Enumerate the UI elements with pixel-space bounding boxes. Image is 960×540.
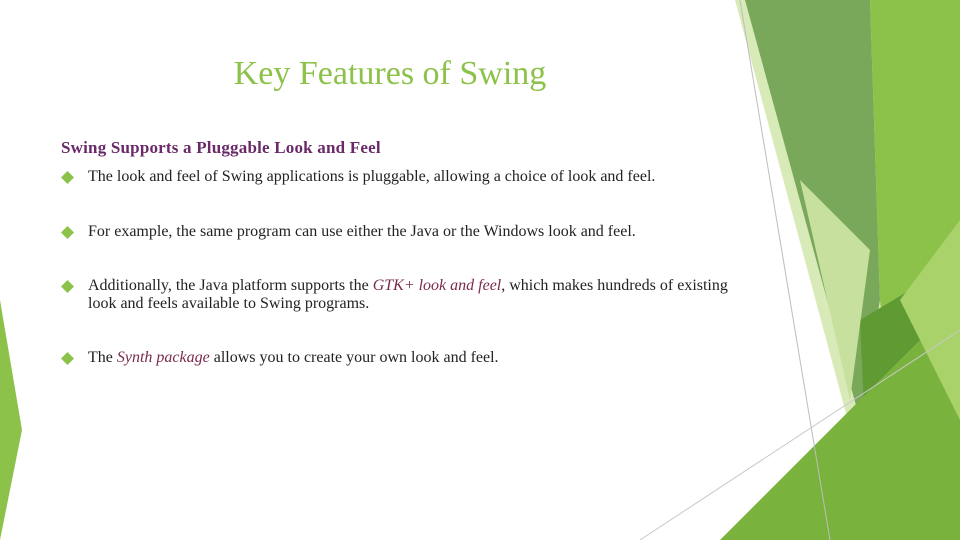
diamond-bullet-icon	[61, 280, 74, 293]
gtk-look-and-feel-link: GTK+ look and feel	[372, 277, 502, 294]
bullet-text	[88, 277, 738, 313]
bullet-text-pre: Additionally, the Java platform supports the	[88, 277, 373, 294]
bullet-text-pre: The	[88, 349, 117, 366]
bullet-text-post: , which makes hundreds of existing look and feels available to Swing programs.	[88, 277, 728, 312]
bullet-text	[88, 349, 738, 367]
diamond-bullet-icon	[61, 226, 74, 239]
bullet-text-post: allows you to create your own look and feel.	[209, 349, 499, 366]
synth-package-link: Synth package	[116, 349, 210, 366]
section-heading: Swing Supports a Pluggable Look and Feel	[61, 138, 381, 157]
diamond-bullet-icon	[61, 171, 74, 184]
page-title: Key Features of Swing	[233, 55, 547, 92]
left-edge-triangle	[0, 300, 22, 540]
bullet-text: The look and feel of Swing applications is pluggable, allowing a choice of look and feel.	[88, 168, 656, 185]
diamond-bullet-icon	[61, 352, 74, 365]
bullet-text: For example, the same program can use either the Java or the Windows look and feel.	[88, 223, 636, 240]
